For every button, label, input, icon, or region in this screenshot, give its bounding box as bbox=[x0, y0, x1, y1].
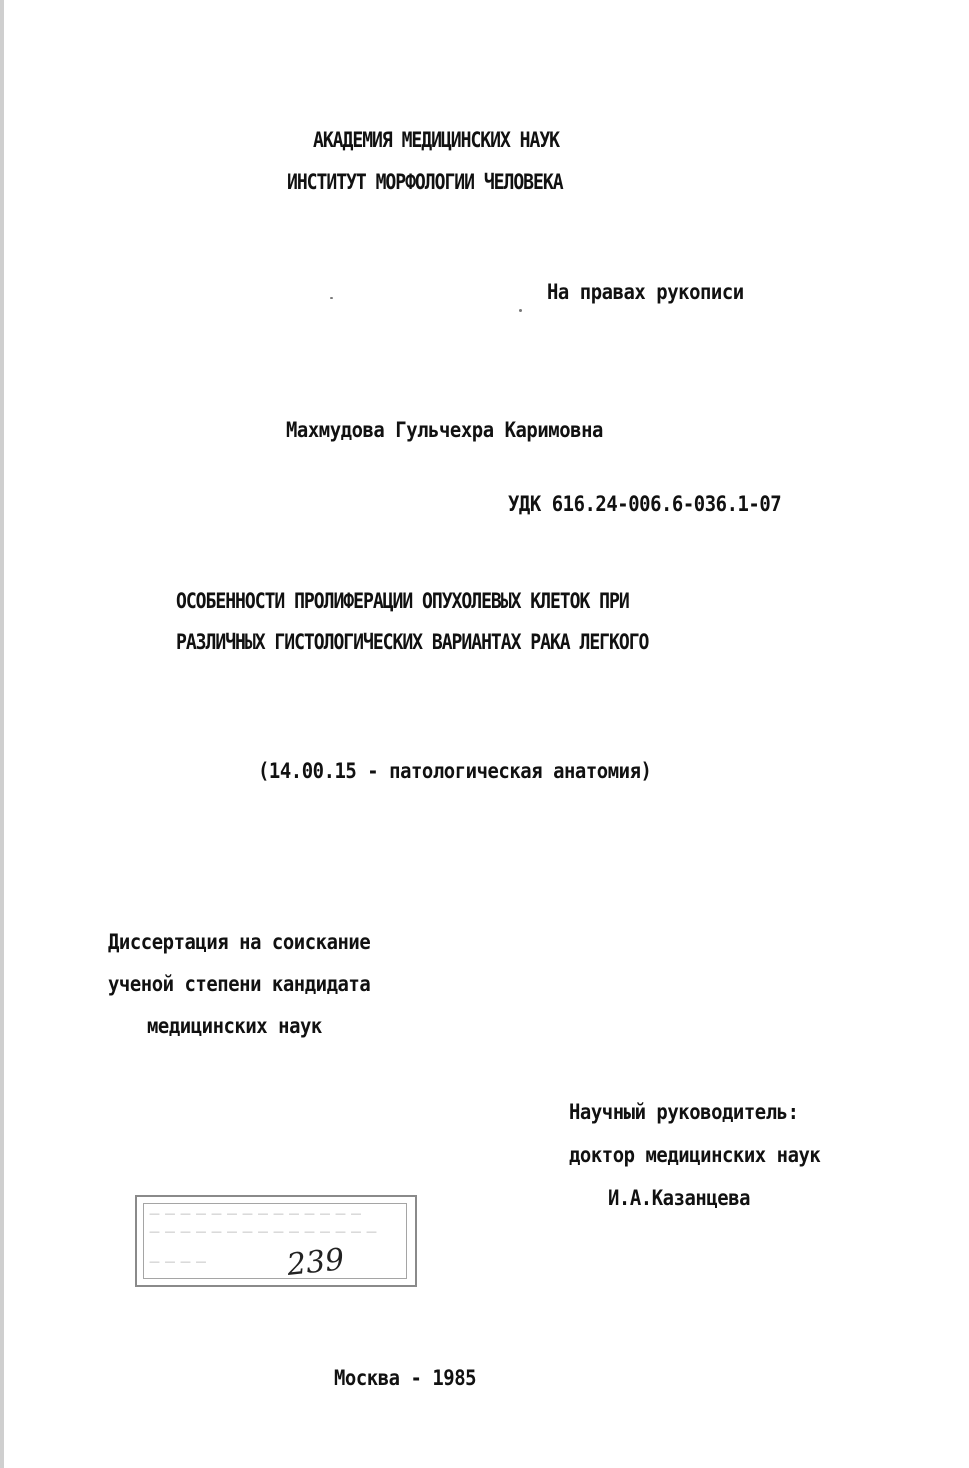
academy-name: АКАДЕМИЯ МЕДИЦИНСКИХ НАУК bbox=[313, 128, 560, 152]
thesis-title-line-1: ОСОБЕННОСТИ ПРОЛИФЕРАЦИИ ОПУХОЛЕВЫХ КЛЕТОК ПРИ bbox=[176, 589, 629, 613]
stamp-faded-text-1: — — — — — — — — — — — — — — bbox=[149, 1207, 362, 1220]
library-stamp bbox=[135, 1195, 417, 1287]
author-name: Махмудова Гульчехра Каримовна bbox=[286, 418, 603, 442]
city-year: Москва - 1985 bbox=[334, 1366, 477, 1390]
dissertation-line-1: Диссертация на соискание bbox=[108, 930, 371, 954]
scan-speck bbox=[330, 297, 333, 299]
institute-name: ИНСТИТУТ МОРФОЛОГИИ ЧЕЛОВЕКА bbox=[287, 170, 563, 194]
supervisor-degree: доктор медицинских наук bbox=[569, 1143, 821, 1167]
thesis-title-line-2: РАЗЛИЧНЫХ ГИСТОЛОГИЧЕСКИХ ВАРИАНТАХ РАКА ЛЕГКОГО bbox=[176, 630, 649, 654]
stamp-handwritten-number: 239 bbox=[285, 1242, 346, 1283]
specialty-code: (14.00.15 - патологическая анатомия) bbox=[258, 759, 652, 783]
stamp-faded-text-3: — — — — bbox=[149, 1255, 207, 1268]
dissertation-line-2: ученой степени кандидата bbox=[108, 972, 371, 996]
dissertation-line-3: медицинских наук bbox=[147, 1014, 322, 1038]
udk-code: УДК 616.24-006.6-036.1-07 bbox=[508, 492, 782, 516]
supervisor-label: Научный руководитель: bbox=[569, 1100, 799, 1124]
scan-speck bbox=[519, 309, 522, 312]
stamp-faded-text-2: — — — — — — — — — — — — — — — bbox=[149, 1225, 378, 1238]
manuscript-rights-note: На правах рукописи bbox=[547, 280, 744, 304]
supervisor-name: И.А.Казанцева bbox=[608, 1186, 751, 1210]
scan-edge bbox=[0, 0, 4, 1468]
